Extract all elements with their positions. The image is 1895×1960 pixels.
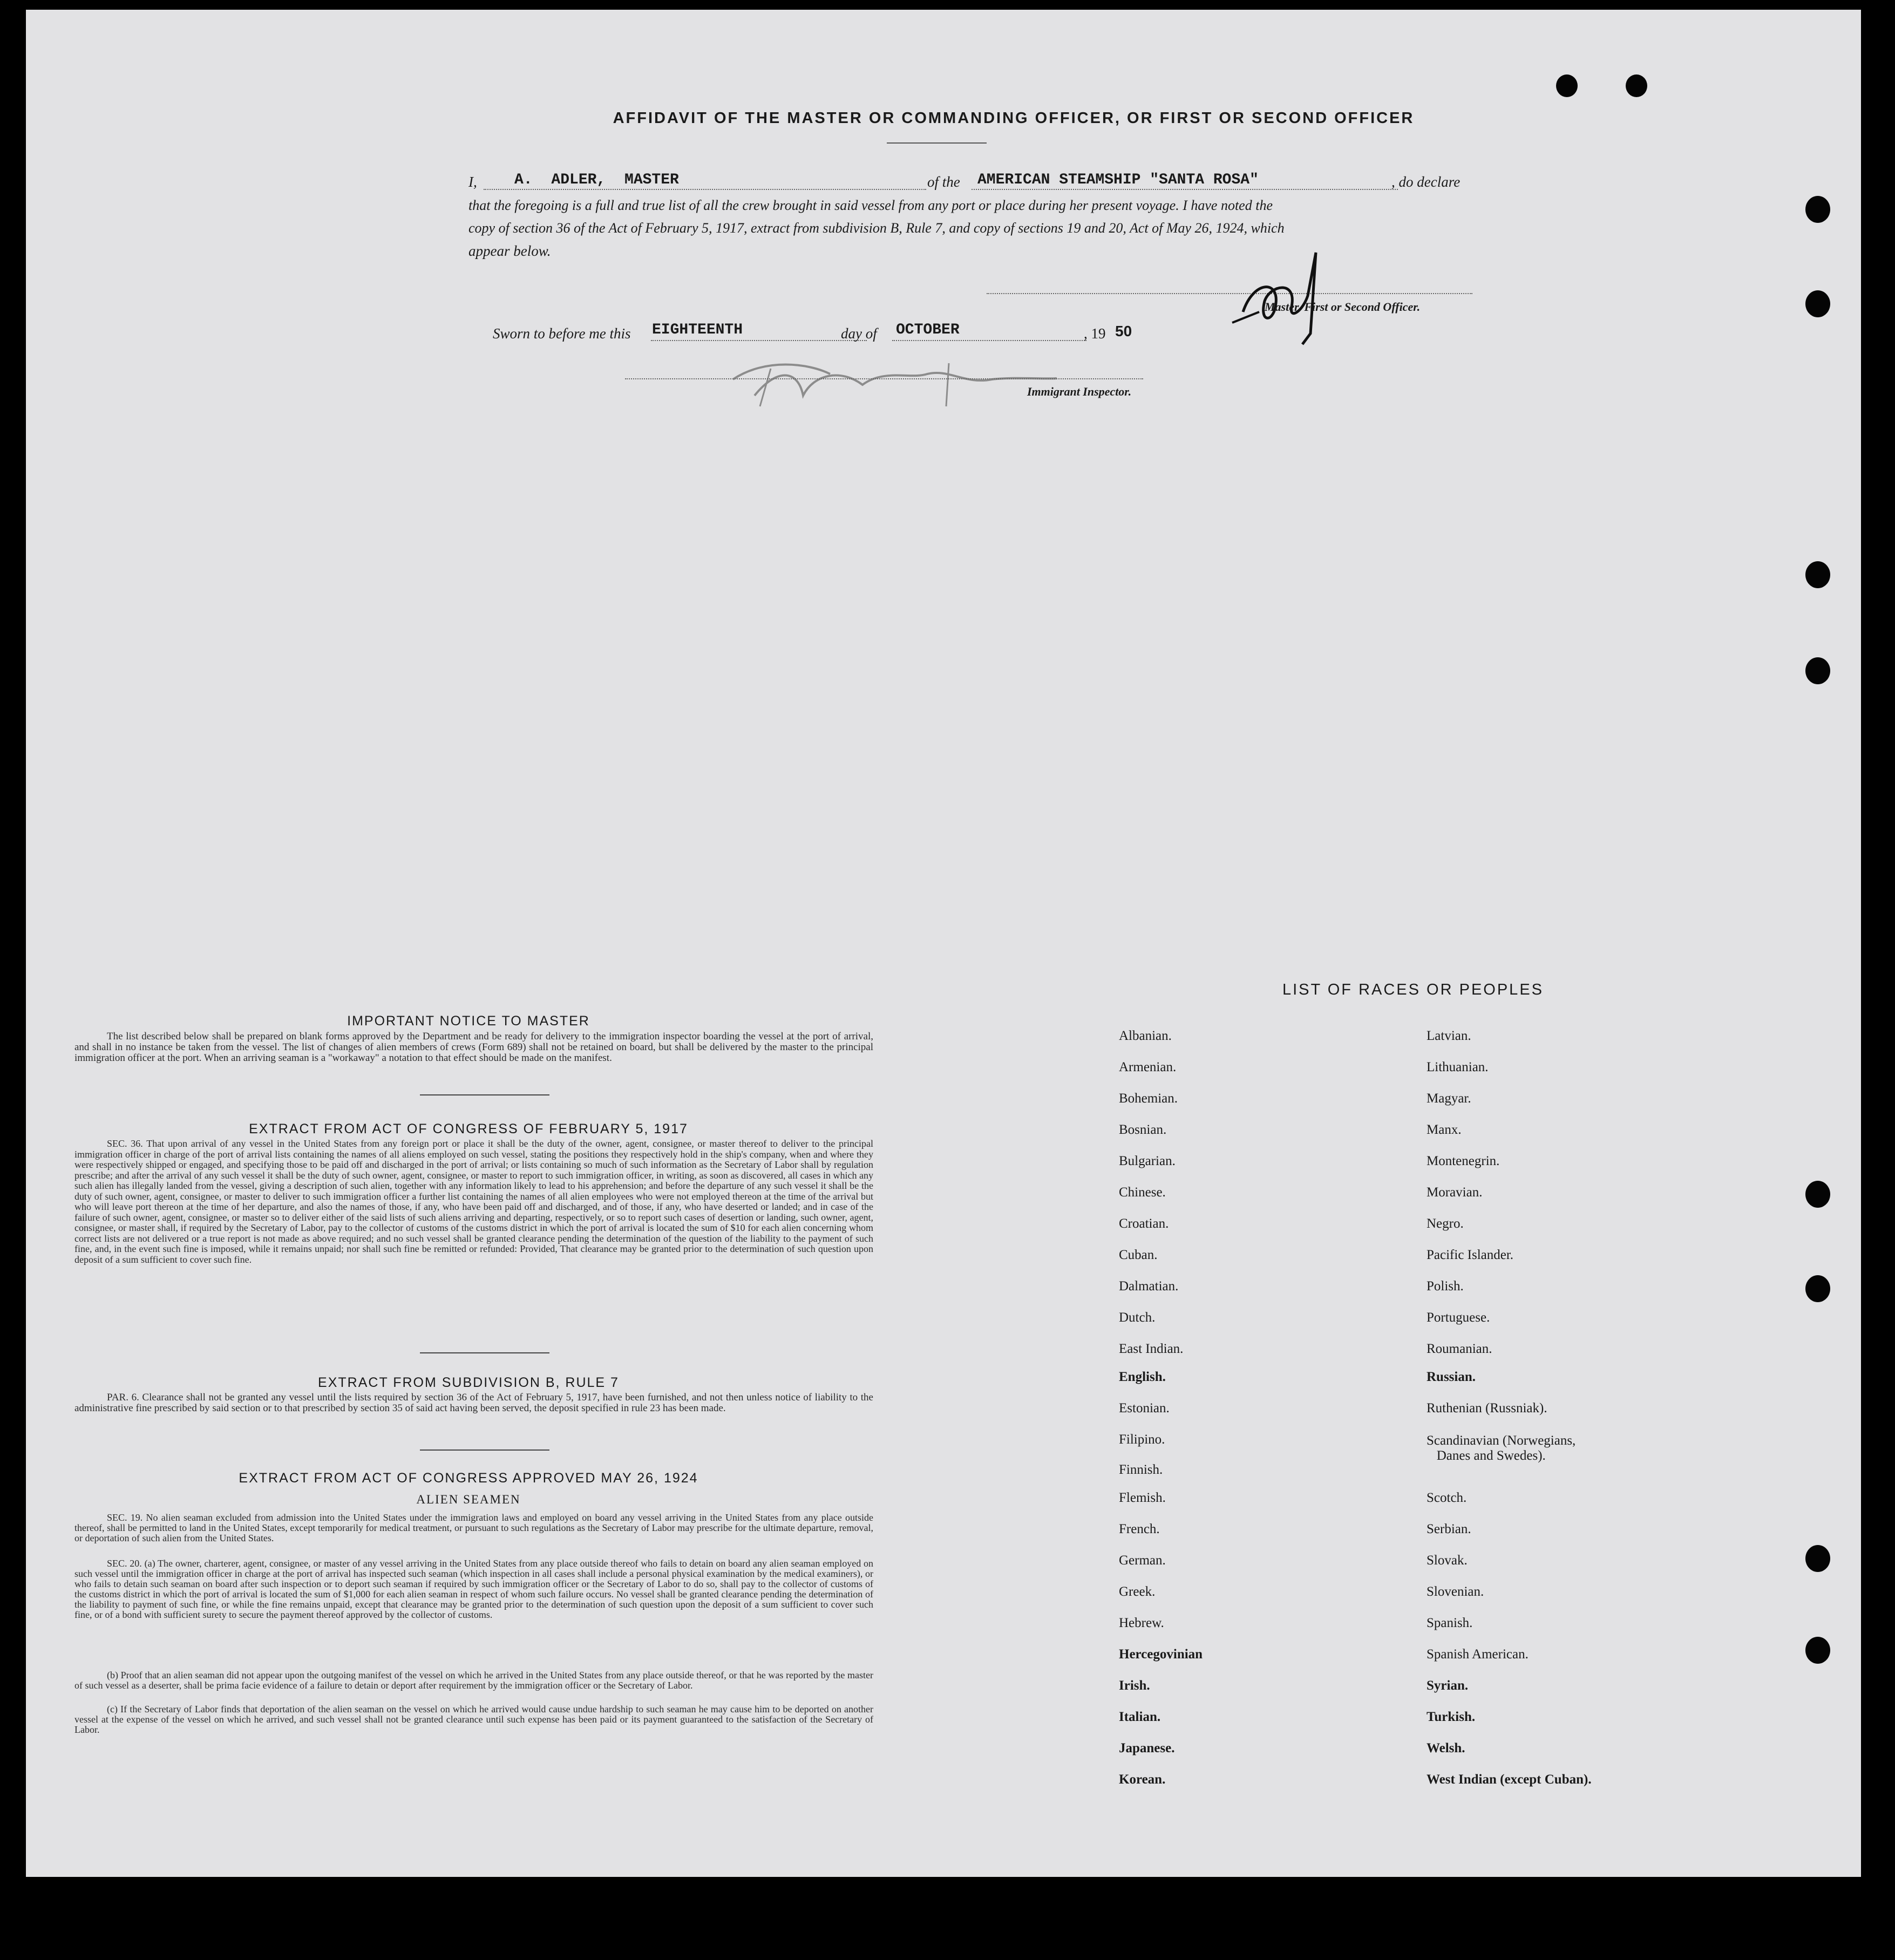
punch-hole: [1805, 561, 1830, 588]
punch-hole: [1805, 1545, 1830, 1572]
race-item: Roumanian.: [1427, 1342, 1492, 1356]
punch-hole: [1805, 290, 1830, 317]
extract-1917-text: SEC. 36. That upon arrival of any vessel in the United States from any foreign port or place it shall be the duty of the owner, agent, consignee, or master thereof to deliver to the principal immigration officer in charge of the port of arrival lists containing the names of all aliens employed on such vessel, stating the positions they respectively hold in the ship's company, when and where they were respectively shipped or engaged, and specifying those to be paid off and discharged in the port of arrival; or lists containing so much of such information as the Secretary of Labor shall by regulation prescribe; and after the arrival of any such vessel it shall be the duty of such owner, agent, consignee, or master to report to such immigration officer, in writing, as soon as discovered, all cases in which any such alien has illegally landed from the vessel, giving a description of such alien, together with any information likely to lead to his apprehension; and before the departure of any such vessel it shall be the duty of such owner, agent, consignee, or master to deliver to such immigration officer a further list containing the names of all alien employees who were not employed thereon at the time of the arrival but who will leave port thereon at the time of her departure, and also the names of those, if any, who have been paid off and discharged, and of those, if any, who have deserted or landed; and in case of the failure of such owner, agent, consignee, or master so to deliver either of the said lists of such aliens arriving and departing, respectively, or so to report such cases of desertion or landing, such owner, agent, consignee, or master shall, if required by the Secretary of Labor, pay to the collector of customs of the customs district in which the port of arrival is located the sum of $10 for each alien concerning whom correct lists are not delivered or a true report is not made as above required; and no such vessel shall be granted clearance pending the determination of the question of the liability to the payment of such fine, and, in the event such fine is imposed, while it remains unpaid; nor shall such fine be remitted or refunded: Provided, That clearance may be granted prior to the determination of such question upon deposit of a sum sufficient to cover such fine.: [74, 1138, 873, 1265]
punch-hole: [1805, 1637, 1830, 1664]
race-item: Chinese.: [1119, 1185, 1166, 1200]
punch-hole: [1805, 1181, 1830, 1208]
year-prefix: , 19: [1084, 325, 1106, 342]
inspector-caption: Immigrant Inspector.: [1027, 385, 1132, 398]
race-item: Serbian.: [1427, 1522, 1471, 1536]
section-divider: [420, 1449, 549, 1451]
race-item: Welsh.: [1427, 1741, 1465, 1755]
race-item: Italian.: [1119, 1710, 1161, 1724]
vessel-name: AMERICAN STEAMSHIP "SANTA ROSA": [977, 172, 1259, 188]
race-item: Greek.: [1119, 1584, 1156, 1599]
sworn-month-line: [892, 340, 1086, 341]
punch-hole: [1805, 196, 1830, 223]
extract-rule7-title: EXTRACT FROM SUBDIVISION B, RULE 7: [318, 1375, 619, 1390]
section-divider: [420, 1352, 549, 1353]
race-item: Polish.: [1427, 1279, 1464, 1294]
punch-hole: [1556, 74, 1578, 97]
extract-rule7-text: PAR. 6. Clearance shall not be granted any vessel until the lists required by section 36 of the Act of February 5, 1917, have been furnished, and not then unless notice of liability to the administrative fine prescribed by said section or to that prescribed by section 35 of said act having been served, the deposit specified in rule 23 has been made.: [74, 1392, 873, 1414]
race-item: Korean.: [1119, 1772, 1166, 1787]
race-item: Slovenian.: [1427, 1584, 1484, 1599]
race-item: Bosnian.: [1119, 1122, 1167, 1137]
race-item: Spanish.: [1427, 1616, 1473, 1630]
affidavit-body-line-2: copy of section 36 of the Act of February 5, 1917, extract from subdivision B, Rule 7, and copy of sections 19 and 20, Act of May 26, 1924, which: [468, 220, 1285, 236]
race-item: Bohemian.: [1119, 1091, 1178, 1106]
extract-1924-title: EXTRACT FROM ACT OF CONGRESS APPROVED MAY 26, 1924: [239, 1471, 698, 1486]
race-item: Spanish American.: [1427, 1647, 1529, 1662]
race-item: Slovak.: [1427, 1553, 1468, 1568]
race-item: English.: [1119, 1370, 1166, 1384]
race-item: Scotch.: [1427, 1491, 1467, 1505]
race-item: Manx.: [1427, 1122, 1462, 1137]
inspector-signature-line: [625, 378, 1143, 379]
race-item: Irish.: [1119, 1678, 1150, 1693]
race-item: Ruthenian (Russniak).: [1427, 1401, 1547, 1415]
race-item: Syrian.: [1427, 1678, 1469, 1693]
race-item: West Indian (except Cuban).: [1427, 1772, 1592, 1787]
affidavit-prefix: I,: [468, 174, 477, 190]
officer-signature: [1221, 242, 1373, 350]
race-item: Latvian.: [1427, 1029, 1471, 1043]
race-item: Montenegrin.: [1427, 1154, 1500, 1168]
race-item: Moravian.: [1427, 1185, 1483, 1200]
race-item: Bulgarian.: [1119, 1154, 1176, 1168]
title-divider: [887, 142, 987, 144]
race-item: Estonian.: [1119, 1401, 1170, 1415]
race-item: Dutch.: [1119, 1310, 1156, 1325]
master-name: A. ADLER, MASTER: [514, 172, 679, 188]
race-item: Croatian.: [1119, 1216, 1169, 1231]
race-item: Russian.: [1427, 1370, 1476, 1384]
race-item: Scandinavian (Norwegians, Danes and Swedes).: [1427, 1433, 1576, 1463]
race-item: Negro.: [1427, 1216, 1464, 1231]
race-item: Japanese.: [1119, 1741, 1175, 1755]
of-the-label: of the: [927, 174, 960, 190]
notice-text: The list described below shall be prepared on blank forms approved by the Department and be ready for delivery to the immigration inspector boarding the vessel at the port of arrival, and shall in no instance be taken from the vessel. The list of changes of alien members of crews (Form 689) shall not be retained on board, but shall be delivered by the master to the principal immigration officer at the port. When an arriving seaman is a "workaway" a notation to that effect should be made on the manifest.: [74, 1031, 873, 1064]
sworn-day: EIGHTEENTH: [652, 322, 743, 338]
sworn-prefix: Sworn to before me this: [493, 325, 631, 342]
sec20b-text: (b) Proof that an alien seaman did not appear upon the outgoing manifest of the vessel on which he arrived in the United States from any place outside thereof, or that he was reported by the master of such vessel as a deserter, shall be prima facie evidence of a failure to detain or deport after requirement by the immigration officer or the Secretary of Labor.: [74, 1670, 873, 1691]
affidavit-title: AFFIDAVIT OF THE MASTER OR COMMANDING OFFICER, OR FIRST OR SECOND OFFICER: [613, 110, 1415, 127]
race-item: Lithuanian.: [1427, 1060, 1489, 1074]
section-divider: [420, 1094, 549, 1095]
extract-1924-subtitle: ALIEN SEAMEN: [416, 1493, 521, 1506]
declare-label: , do declare: [1391, 174, 1461, 190]
sec20a-text: SEC. 20. (a) The owner, charterer, agent, consignee, or master of any vessel arriving in the United States from any place outside thereof who fails to detain on board any alien seaman employed on such vessel until the immigration officer in charge at the port of arrival has inspected such seaman (which inspection in all cases shall include a personal physical examination by the medical examiners), or who fails to detain such seaman on board after such inspection or to deport such seaman if required by such immigration officer or the Secretary of Labor to do so, shall pay to the collector of customs of the customs district in which the port of arrival is located the sum of $1,000 for each alien seaman in respect of whom such failure occurs. No vessel shall be granted clearance pending the determination of the liability to payment of such fine, or while the fine remains unpaid, except that clearance may be granted prior to the determination of such question upon the deposit of a sum sufficient to cover such fine, or of a bond with sufficient surety to secure the payment thereof approved by the collector of customs.: [74, 1558, 873, 1620]
race-item: Dalmatian.: [1119, 1279, 1179, 1294]
inspector-signature: [722, 347, 1068, 412]
races-title: LIST OF RACES OR PEOPLES: [1282, 981, 1544, 998]
race-item: Hebrew.: [1119, 1616, 1164, 1630]
race-item: Flemish.: [1119, 1491, 1166, 1505]
officer-caption: Master, First or Second Officer.: [1265, 300, 1421, 314]
vessel-line: [972, 189, 1398, 190]
race-item: East Indian.: [1119, 1342, 1184, 1356]
day-of-label: day of: [841, 325, 877, 342]
affidavit-body-line-3: appear below.: [468, 243, 551, 259]
race-item: German.: [1119, 1553, 1166, 1568]
race-item: French.: [1119, 1522, 1160, 1536]
document-page: [26, 10, 1861, 1877]
notice-title: IMPORTANT NOTICE TO MASTER: [347, 1013, 590, 1029]
race-item: Turkish.: [1427, 1710, 1476, 1724]
race-item: Armenian.: [1119, 1060, 1177, 1074]
race-item: Hercegovinian: [1119, 1647, 1203, 1662]
master-name-line: [484, 189, 926, 190]
sworn-month: OCTOBER: [896, 322, 960, 338]
race-item: Filipino.: [1119, 1432, 1165, 1447]
punch-hole: [1805, 657, 1830, 684]
race-item: Albanian.: [1119, 1029, 1172, 1043]
sworn-year: 50: [1115, 323, 1132, 339]
sec19-text: SEC. 19. No alien seaman excluded from admission into the United States under the immigration laws and employed on board any vessel arriving in the United States from any place outside thereof, shall be permitted to land in the United States, except temporarily for medical treatment, or pursuant to such regulations as the Secretary of Labor may prescribe for the ultimate departure, removal, or deportation of such alien from the United States.: [74, 1512, 873, 1543]
extract-1917-title: EXTRACT FROM ACT OF CONGRESS OF FEBRUARY 5, 1917: [249, 1121, 688, 1136]
race-item: Portuguese.: [1427, 1310, 1490, 1325]
affidavit-body-line-1: that the foregoing is a full and true list of all the crew brought in said vessel from any port or place during her present voyage. I have noted the: [468, 198, 1273, 213]
race-item: Cuban.: [1119, 1248, 1158, 1262]
sec20c-text: (c) If the Secretary of Labor finds that deportation of the alien seaman on the vessel on which he arrived would cause undue hardship to such seaman he may cause him to be deported on another vessel at the expense of the vessel on which he arrived, and such vessel shall not be granted clearance until such expense has been paid or its payment guaranteed to the satisfaction of the Secretary of Labor.: [74, 1704, 873, 1735]
punch-hole: [1805, 1275, 1830, 1302]
race-item: Magyar.: [1427, 1091, 1471, 1106]
race-item: Pacific Islander.: [1427, 1248, 1514, 1262]
race-item: Finnish.: [1119, 1462, 1163, 1477]
sworn-day-line: [651, 340, 867, 341]
punch-hole: [1626, 74, 1647, 97]
